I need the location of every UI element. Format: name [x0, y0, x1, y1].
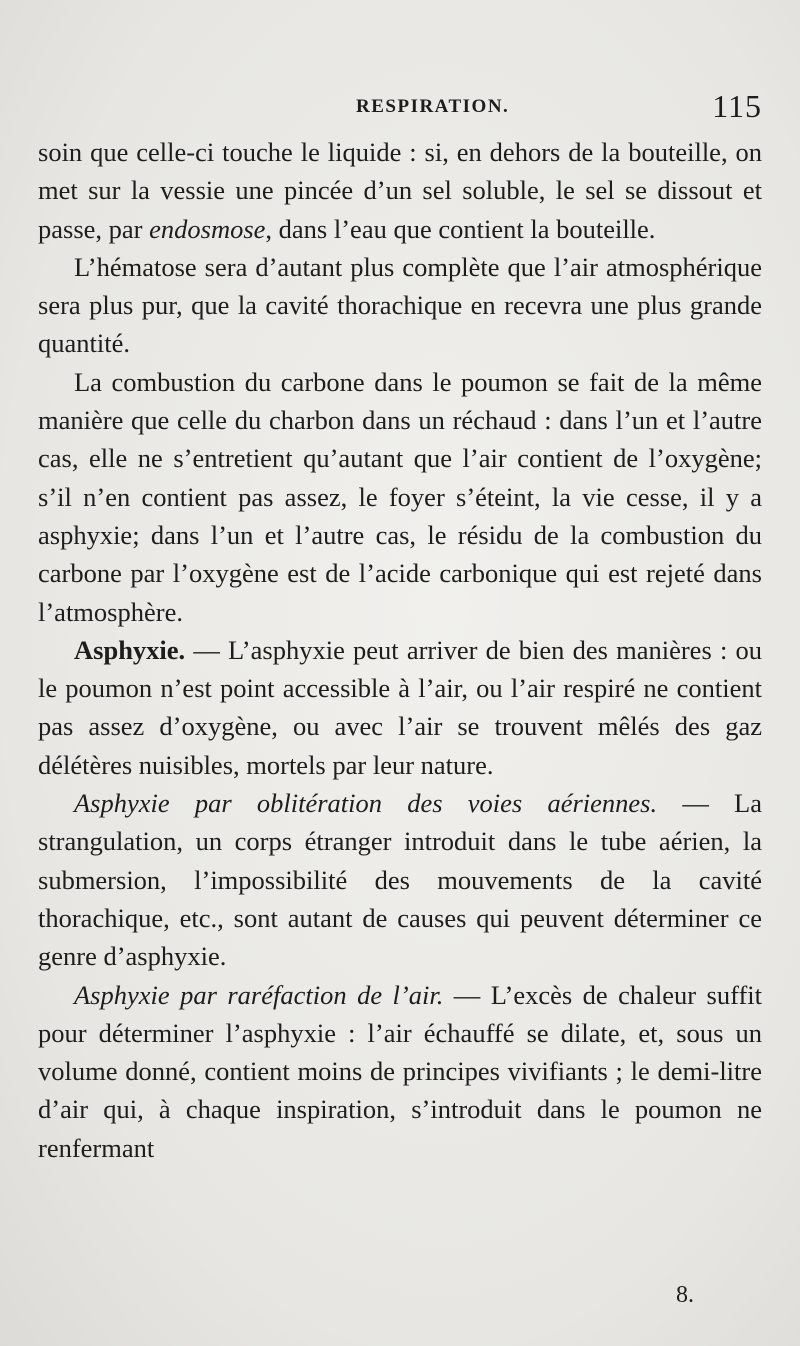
page-number: 115	[712, 88, 762, 124]
paragraph-text: soin que celle-ci touche le liquide : si, en dehors de la bouteille, on met sur la vessie une pincée d’un sel soluble, le sel se dissout et passe, par	[38, 137, 762, 244]
paragraph-asphyxie	[38, 631, 762, 784]
paragraph-text: L’hématose sera d’autant plus complète que l’air atmosphérique sera plus pur, que la cavité thorachique en recevra une plus grande quantité.	[38, 251, 762, 359]
paragraph-combustion	[38, 363, 762, 631]
paragraph-hematose	[38, 248, 762, 363]
running-title: RESPIRATION.	[356, 96, 510, 117]
body-text	[38, 133, 762, 1167]
paragraph-rarefaction	[38, 976, 762, 1167]
paragraph-text: — La strangulation, un corps étranger introduit dans le tube aérien, la submersion, l’impossibilité des mouvements de la cavité thorachique, etc., sont autant de causes qui peuvent déterminer ce genre d’asphyxie.	[38, 788, 762, 972]
paragraph-obliteration	[38, 784, 762, 975]
running-head	[38, 88, 762, 124]
paragraph-text: La combustion du carbone dans le poumon se fait de la même manière que celle du charbon dans un réchaud : dans l’un et l’autre cas, elle ne s’entretient qu’autant que l’air contient de l’oxygène; s’il n’en contient pas assez, le foyer s’éteint, la vie cesse, il y a asphyxie; dans l’un et l’autre cas, le résidu de la combustion du carbone par l’oxygène est de l’acide carbonique qui est rejeté dans l’atmosphère.	[38, 366, 762, 627]
signature-mark: 8.	[676, 1282, 694, 1308]
paragraph-text: — L’asphyxie peut arriver de bien des manières : ou le poumon n’est point accessible à l’air, ou l’air respiré ne contient pas assez d’oxygène, ou avec l’air se trouvent mêlés des gaz délétères nuisibles, mortels par leur nature.	[38, 634, 762, 780]
subsection-heading-rarefaction: Asphyxie par raréfaction de l’air.	[74, 979, 444, 1010]
emphasis-endosmose: endosmose	[149, 213, 266, 244]
subsection-heading-obliteration: Asphyxie par oblitération des voies aériennes.	[74, 788, 658, 819]
paragraph-text: — L’excès de chaleur suffit pour déterminer l’asphyxie : l’air échauffé se dilate, et, sous un volume donné, contient moins de principes vivifiants ; le demi-litre d’air qui, à chaque inspiration, s’introduit dans le poumon ne renfermant	[38, 979, 762, 1163]
section-heading-asphyxie: Asphyxie.	[74, 634, 186, 665]
paragraph-continuation	[38, 133, 762, 248]
paragraph-tail: , dans l’eau que contient la bouteille.	[265, 213, 656, 244]
